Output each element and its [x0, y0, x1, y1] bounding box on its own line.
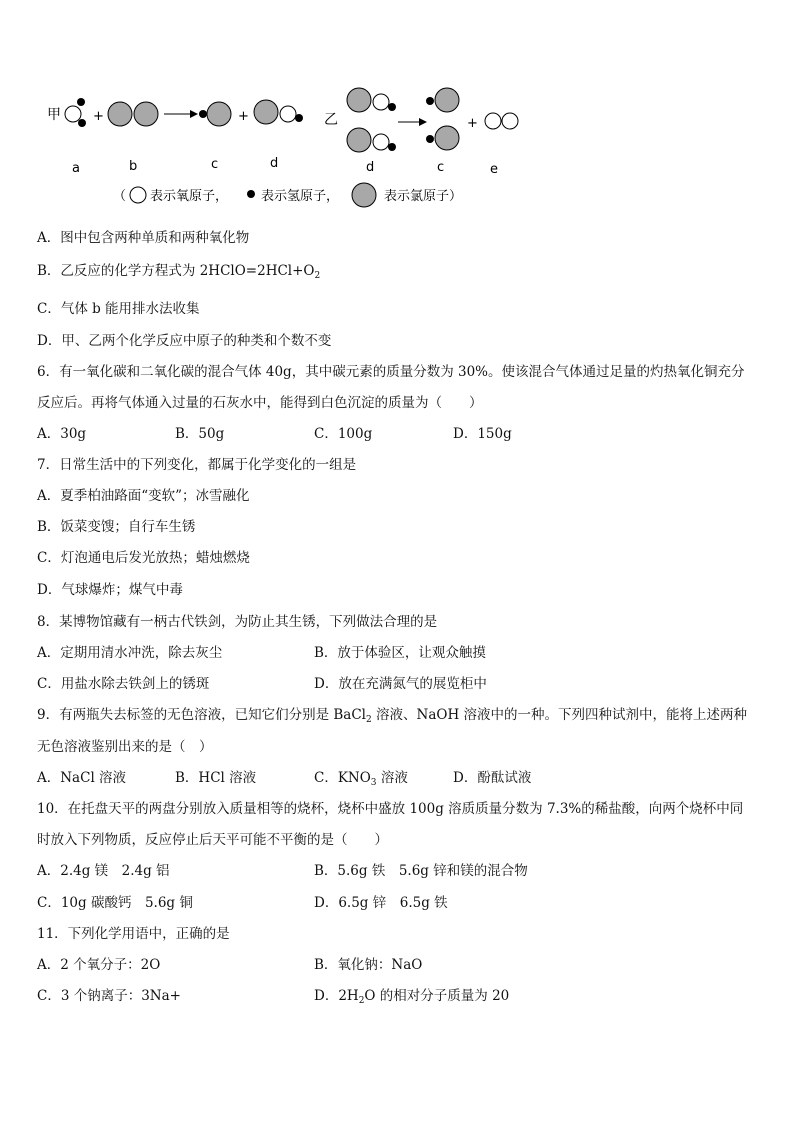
chlorine-atom [435, 88, 459, 112]
q9-stem-text: 9．有两瓶失去标签的无色溶液，已知它们分别是 BaCl [37, 707, 366, 723]
q10-stem-line2: 时放入下列物质，反应停止后天平可能不平衡的是（ ） [37, 832, 388, 848]
q9-option-a: A．NaCl 溶液 [37, 770, 127, 786]
label-jia: 甲 [47, 107, 61, 123]
hydrogen-atom [426, 97, 434, 105]
q10-option-b: B．5.6g 铁 5.6g 锌和镁的混合物 [314, 863, 528, 879]
molecule-d-bottom [347, 128, 396, 152]
molecule-d-top [347, 88, 396, 112]
label-b: b [129, 159, 138, 174]
q11-option-c: C．3 个钠离子：3Na+ [37, 988, 181, 1004]
q6-option-c: C．100g [314, 426, 373, 442]
oxygen-atom [502, 113, 518, 129]
chlorine-atom [347, 128, 371, 152]
chlorine-legend-icon [352, 183, 376, 207]
molecule-d [254, 100, 303, 124]
q10-stem-line1: 10．在托盘天平的两盘分别放入质量相等的烧杯，烧杯中盛放 100g 溶质质量分数为 7.3%的稀盐酸，向两个烧杯中同 [37, 801, 744, 817]
q8-option-b: B．放于体验区，让观众触摸 [314, 645, 486, 661]
legend-open-paren: （ [113, 189, 127, 204]
subscript: 2 [358, 996, 365, 1006]
hydrogen-atom [388, 143, 396, 151]
subscript: 3 [370, 778, 377, 788]
hydrogen-atom [77, 98, 85, 106]
molecule-c [199, 102, 231, 126]
q5-option-b-text: B．乙反应的化学方程式为 2HClO=2HCl+O [37, 263, 315, 279]
q8-stem: 8．某博物馆藏有一柄古代铁剑，为防止其生锈，下列做法合理的是 [37, 614, 438, 630]
q7-option-b: B．饭菜变馊；自行车生锈 [37, 519, 196, 535]
q11-option-d [314, 987, 509, 1005]
legend [113, 183, 462, 207]
q6-stem-line1: 6．有一氧化碳和二氧化碳的混合气体 40g，其中碳元素的质量分数为 30%。使该混合气体通过足量的灼热氧化铜充分 [37, 364, 745, 380]
subscript: 2 [366, 715, 372, 725]
chlorine-atom [207, 102, 231, 126]
reaction-diagram [0, 80, 794, 220]
subscript: 2 [314, 271, 321, 281]
q9-option-c-text: 溶液 [376, 770, 408, 786]
q8-option-c: C．用盐水除去铁剑上的锈斑 [37, 676, 210, 692]
oxygen-atom [485, 113, 501, 129]
q9-option-c-text: C．KNO [314, 770, 371, 786]
q5-option-c: C．气体 b 能用排水法收集 [37, 301, 200, 317]
q6-option-d: D．150g [453, 426, 512, 442]
label-c: c [211, 157, 219, 172]
q6-option-b: B．50g [175, 426, 225, 442]
q10-option-a: A．2.4g 镁 2.4g 铝 [37, 863, 170, 879]
label-d: d [270, 156, 279, 171]
q5-option-b [37, 262, 320, 280]
legend-hydrogen: 表示氢原子， [261, 189, 340, 204]
oxygen-atom [280, 106, 296, 122]
q6-stem-line2: 反应后。再将气体通入过量的石灰水中，能得到白色沉淀的质量为（ ） [37, 395, 483, 411]
oxygen-legend-icon [130, 187, 146, 203]
molecule-a [65, 98, 86, 127]
q11-option-a: A．2 个氧分子：2O [37, 957, 161, 973]
oxygen-atom [373, 94, 389, 110]
molecule-b [108, 102, 158, 126]
legend-chlorine: 表示氯原子） [384, 189, 463, 204]
label-d: d [366, 160, 375, 175]
molecule-c-top [426, 88, 459, 112]
q9-stem-text: 溶液、NaOH 溶液中的一种。下列四种试剂中，能将上述两种 [371, 707, 748, 723]
q11-option-b: B．氧化钠：NaO [314, 957, 423, 973]
plus-sign: + [467, 116, 478, 131]
q9-stem-line2: 无色溶液鉴别出来的是（ ） [37, 739, 213, 755]
label-a: a [72, 161, 80, 176]
hydrogen-atom [78, 119, 86, 127]
q5-option-a: A．图中包含两种单质和两种氧化物 [37, 230, 250, 246]
label-e: e [490, 162, 498, 177]
molecule-c-bottom [426, 126, 459, 150]
q9-option-b: B．HCl 溶液 [175, 770, 257, 786]
label-yi: 乙 [324, 112, 338, 128]
oxygen-atom [65, 106, 81, 122]
hydrogen-atom [199, 110, 207, 118]
q8-option-d: D．放在充满氮气的展览柜中 [314, 676, 487, 692]
label-c: c [437, 160, 445, 175]
hydrogen-atom [426, 135, 434, 143]
molecule-e [485, 113, 518, 129]
legend-oxygen: 表示氧原子， [150, 189, 229, 204]
chlorine-atom [347, 88, 371, 112]
hydrogen-atom [388, 103, 396, 111]
q6-option-a: A．30g [37, 426, 87, 442]
hydrogen-legend-icon [247, 190, 255, 198]
q7-option-c: C．灯泡通电后发光放热；蜡烛燃烧 [37, 550, 250, 566]
q5-option-d: D．甲、乙两个化学反应中原子的种类和个数不变 [37, 333, 332, 349]
q7-stem: 7．日常生活中的下列变化，都属于化学变化的一组是 [37, 457, 357, 473]
chlorine-atom [254, 100, 278, 124]
chlorine-atom [134, 102, 158, 126]
q9-option-d: D．酚酞试液 [453, 770, 532, 786]
q9-option-c [314, 769, 408, 787]
q8-option-a: A．定期用清水冲洗，除去灰尘 [37, 645, 223, 661]
q7-option-d: D．气球爆炸；煤气中毒 [37, 582, 183, 598]
q11-stem: 11．下列化学用语中，正确的是 [37, 926, 230, 942]
q11-option-d-text: D．2H [314, 988, 359, 1004]
hydrogen-atom [295, 114, 303, 122]
q10-option-c: C．10g 碳酸钙 5.6g 铜 [37, 895, 193, 911]
q10-option-d: D．6.5g 锌 6.5g 铁 [314, 895, 448, 911]
q7-option-a: A．夏季柏油路面“变软”；冰雪融化 [37, 488, 250, 504]
plus-sign: + [93, 109, 104, 124]
q11-option-d-text: O 的相对分子质量为 20 [364, 988, 510, 1004]
oxygen-atom [373, 134, 389, 150]
q9-stem-line1 [37, 706, 747, 724]
plus-sign: + [238, 109, 249, 124]
chlorine-atom [108, 102, 132, 126]
chlorine-atom [435, 126, 459, 150]
